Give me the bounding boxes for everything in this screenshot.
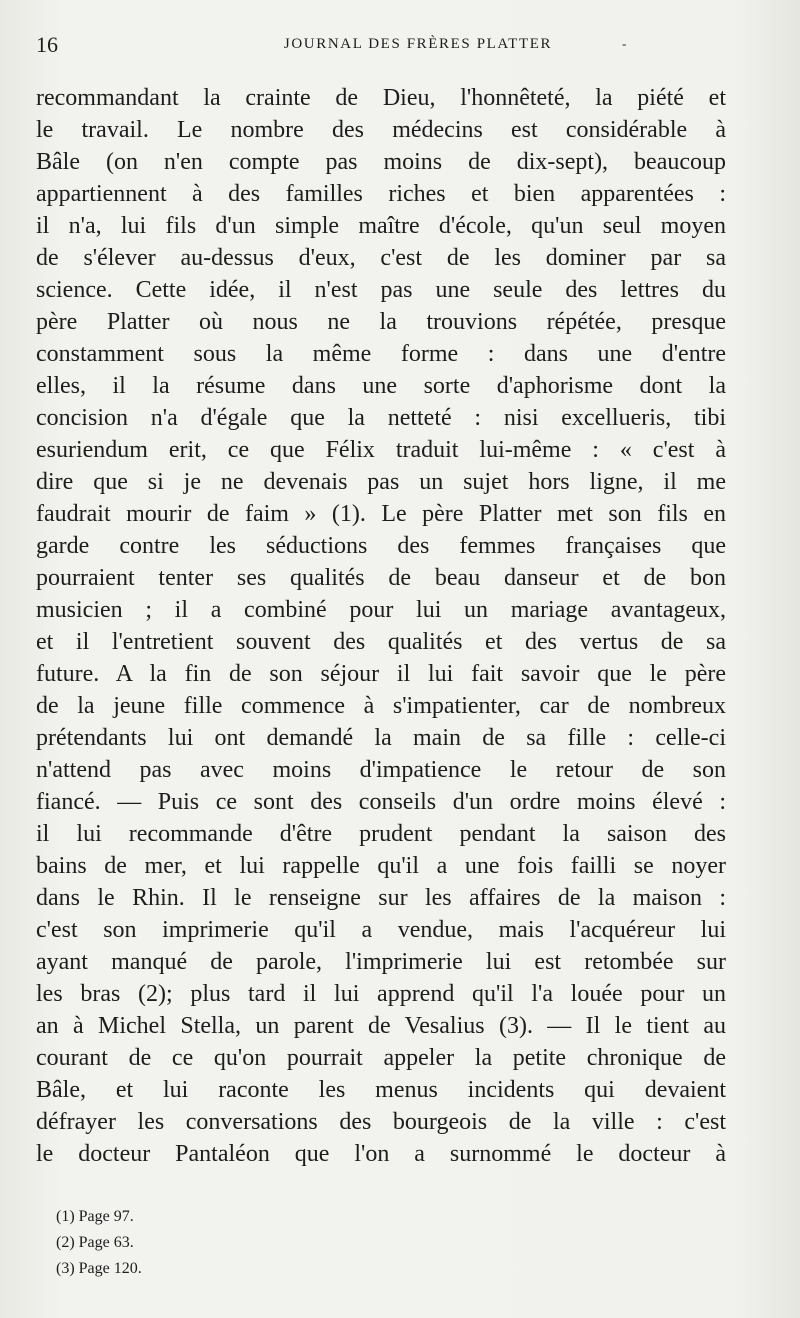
footnote: (1) Page 97. — [56, 1208, 134, 1225]
running-title: JOURNAL DES FRÈRES PLATTER — [283, 36, 553, 52]
text-line: appartiennent à des familles riches et bien apparentées : — [36, 181, 726, 207]
text-line: il lui recommande d'être prudent pendant la saison des — [36, 821, 726, 847]
body-text — [36, 82, 726, 1170]
text-line: concision n'a d'égale que la netteté : nisi excellueris, tibi — [36, 405, 726, 431]
text-line: n'attend pas avec moins d'impatience le retour de son — [36, 757, 726, 783]
text-line: pourraient tenter ses qualités de beau danseur et de bon — [36, 565, 726, 591]
text-line: constamment sous la même forme : dans une d'entre — [36, 341, 726, 367]
footnote: (2) Page 63. — [56, 1234, 134, 1251]
text-line: c'est son imprimerie qu'il a vendue, mais l'acquéreur lui — [36, 917, 726, 943]
text-line: elles, il la résume dans une sorte d'aphorisme dont la — [36, 373, 726, 399]
footnotes — [56, 1204, 142, 1282]
text-line: dire que si je ne devenais pas un sujet hors ligne, il me — [36, 469, 726, 495]
text-line: garde contre les séductions des femmes françaises que — [36, 533, 726, 559]
text-line: prétendants lui ont demandé la main de sa fille : celle-ci — [36, 725, 726, 751]
text-line: Bâle (on n'en compte pas moins de dix-sept), beaucoup — [36, 149, 726, 175]
page-number: 16 — [36, 32, 58, 57]
text-line: fiancé. — Puis ce sont des conseils d'un ordre moins élevé : — [36, 789, 726, 815]
text-line: faudrait mourir de faim » (1). Le père Platter met son fils en — [36, 501, 726, 527]
text-line: défrayer les conversations des bourgeois de la ville : c'est — [36, 1109, 726, 1135]
text-line: ayant manqué de parole, l'imprimerie lui est retombée sur — [36, 949, 726, 975]
text-line: esuriendum erit, ce que Félix traduit lui-même : « c'est à — [36, 437, 726, 463]
text-line: future. A la fin de son séjour il lui fait savoir que le père — [36, 661, 726, 687]
text-line: le docteur Pantaléon que l'on a surnommé le docteur à — [36, 1141, 726, 1167]
text-line: Bâle, et lui raconte les menus incidents qui devaient — [36, 1077, 726, 1103]
text-line: le travail. Le nombre des médecins est considérable à — [36, 117, 726, 143]
text-line: recommandant la crainte de Dieu, l'honnêteté, la piété et — [36, 85, 726, 111]
text-line: science. Cette idée, il n'est pas une seule des lettres du — [36, 277, 726, 303]
text-line: bains de mer, et lui rappelle qu'il a une fois failli se noyer — [36, 853, 726, 879]
text-line: dans le Rhin. Il le renseigne sur les affaires de la maison : — [36, 885, 726, 911]
text-line: musicien ; il a combiné pour lui un mariage avantageux, — [36, 597, 726, 623]
text-line: courant de ce qu'on pourrait appeler la petite chronique de — [36, 1045, 726, 1071]
text-line: de s'élever au-dessus d'eux, c'est de les dominer par sa — [36, 245, 726, 271]
footnote: (3) Page 120. — [56, 1260, 142, 1277]
text-line: an à Michel Stella, un parent de Vesalius (3). — Il le tient au — [36, 1013, 726, 1039]
text-line: et il l'entretient souvent des qualités et des vertus de sa — [36, 629, 726, 655]
text-line: père Platter où nous ne la trouvions répétée, presque — [36, 309, 726, 335]
text-line: les bras (2); plus tard il lui apprend qu'il l'a louée pour un — [36, 981, 726, 1007]
text-line: il n'a, lui fils d'un simple maître d'école, qu'un seul moyen — [36, 213, 726, 239]
text-line: de la jeune fille commence à s'impatienter, car de nombreux — [36, 693, 726, 719]
header-mark: - — [622, 36, 627, 51]
